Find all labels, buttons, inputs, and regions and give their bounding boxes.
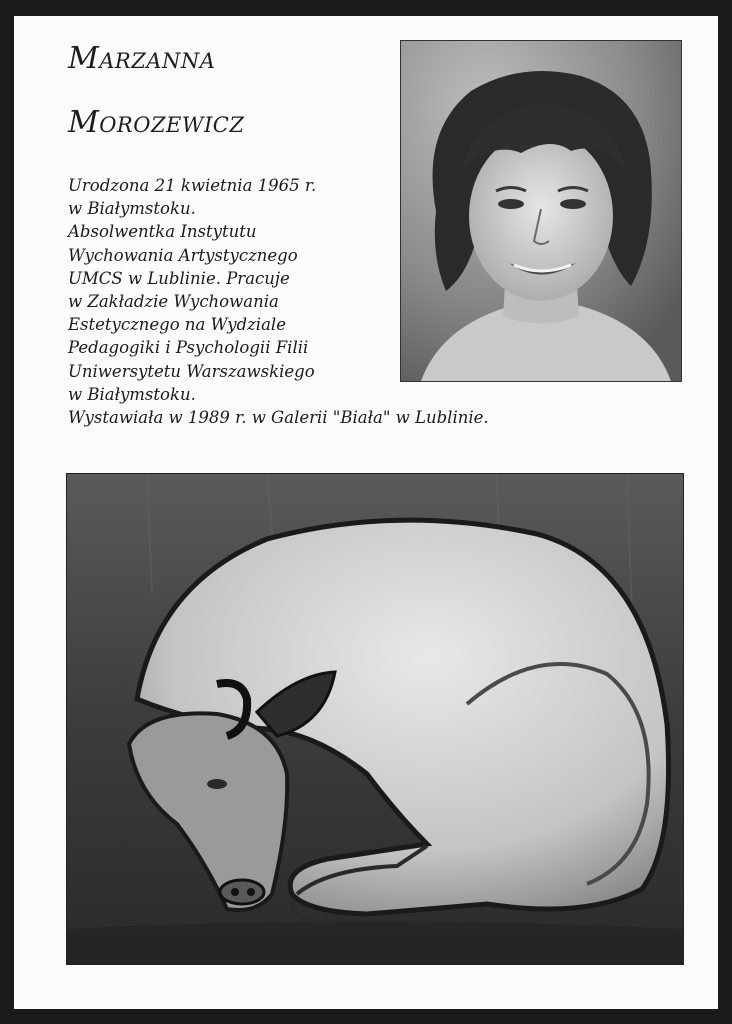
bio-line: w Białymstoku.	[68, 384, 196, 404]
bio-line: Absolwentka Instytutu	[68, 222, 257, 242]
bio-line: Wystawiała w 1989 r. w Galerii "Biała" w Lublinie.	[68, 408, 489, 428]
bio-line: Estetycznego na Wydziale	[68, 315, 286, 335]
bio-line: Uniwersytetu Warszawskiego	[68, 361, 315, 381]
bio-line: w Zakładzie Wychowania	[68, 292, 279, 312]
artist-last-name: Morozewicz	[68, 105, 245, 140]
bio-line: Pedagogiki i Psychologii Filii	[68, 338, 309, 358]
catalog-page	[14, 16, 718, 1009]
bio-line: w Białymstoku.	[68, 199, 196, 219]
artist-first-name: Marzanna	[68, 41, 216, 76]
bio-line: Urodzona 21 kwietnia 1965 r.	[68, 176, 317, 195]
bio-line: UMCS w Lublinie. Pracuje	[68, 268, 290, 288]
artist-portrait-photo	[400, 40, 682, 382]
artwork-reproduction	[66, 473, 684, 965]
bio-line: Wychowania Artystycznego	[68, 245, 298, 265]
